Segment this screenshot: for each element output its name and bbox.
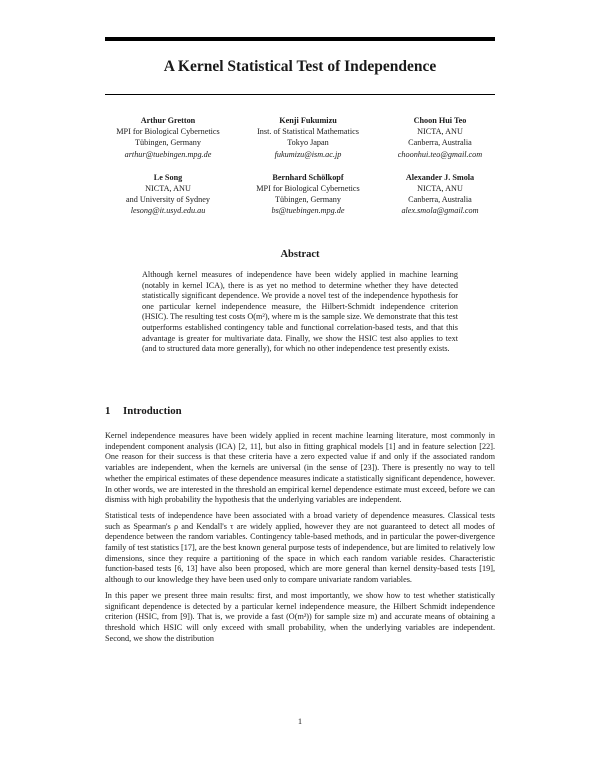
author-name: Arthur Gretton [140,116,196,125]
author-affiliation: Tübingen, Germany [135,138,201,148]
author-block [105,115,495,217]
abstract-text: Although kernel measures of independence have been widely applied in machine learning (notably in kernel ICA), there is as yet no method to determine whether they have detected statistically significant dependence. We provide a novel test of the independence hypothesis for one particular kernel independence measure, the Hilbert-Schmidt independence criterion (HSIC). The resulting test costs O(m²), where m is the sample size. We demonstrate that this test outperforms established contingency table and functional correlation-based tests, and that this advantage is greater for multivariate data. Finally, we show the HSIC test also applies to text (and to structured data more generally), for which no other independence test presently exists. [142,270,458,354]
author-email: bs@tuebingen.mpg.de [271,206,345,216]
author-name: Bernhard Schölkopf [272,172,344,182]
author-affiliation: Tübingen, Germany [275,195,341,205]
author-affiliation: NICTA, ANU [145,184,191,194]
author-email: arthur@tuebingen.mpg.de [124,149,212,159]
author-entry [385,172,495,217]
author-entry [105,115,231,160]
title-top-rule [105,37,495,41]
author-row [105,115,495,160]
author-email: lesong@it.usyd.edu.au [130,206,206,216]
author-name: Le Song [153,172,183,182]
section-heading [105,405,182,417]
author-affiliation: Inst. of Statistical Mathematics [257,127,359,137]
author-email: fukumizu@ism.ac.jp [274,149,342,159]
paper-title: A Kernel Statistical Test of Independence [163,58,437,75]
author-name: Choon Hui Teo [413,116,467,125]
author-row [105,172,495,217]
body-paragraph: Kernel independence measures have been widely applied in recent machine learning literature, most commonly in independent component analysis (ICA) [2, 11], but also in fitting graphical models [1] and in feature selection [22]. One reason for their success is that these criteria have a zero expected value if and only if the associated random variables are independent, when the kernels are universal (in the sense of [23]). There is presently no way to tell whether the empirical estimates of these dependence measures indicate a statistically significant dependence, however. In other words, we are interested in the threshold an empirical kernel dependence estimate must exceed, before we can dismiss with high probability the hypothesis that the underlying variables are independent. [105,431,495,505]
body-paragraph: In this paper we present three main results: first, and most importantly, we show how to test whether statistically significant dependence is detected by a particular kernel independence measure, the Hilbert Schmidt independence criterion (HSIC, from [9]). That is, we provide a fast (O(m²)) for sample size m) and accurate means of obtaining a threshold which HSIC will only exceed with small probability, when the underlying variables are independent. Second, we show the distribution [105,590,495,643]
author-affiliation: NICTA, ANU [417,127,463,137]
body-paragraph: Statistical tests of independence have been associated with a broad variety of dependence measures. Classical tests such as Spearman's ρ and Kendall's τ are widely applied, however they are not guaranteed to detect all modes of dependence between the random variables. Contingency table-based methods, and in particular the power-divergence family of test statistics [17], are the best known general purpose tests of independence, but are limited to relatively low dimensions, since they require a partitioning of the space in which each random variable resides. Characteristic function-based tests [6, 13] have also been proposed, which are more general than kernel density-based tests [19], although to our knowledge they have been used only to compare univariate random variables. [105,510,495,585]
author-entry [243,115,373,160]
section-number: 1 [105,405,111,417]
author-affiliation: MPI for Biological Cybernetics [256,184,360,194]
page-number: 1 [297,716,303,726]
author-email: choonhui.teo@gmail.com [397,149,483,159]
author-affiliation: and University of Sydney [126,195,210,205]
author-affiliation: NICTA, ANU [417,184,463,194]
author-affiliation: Tokyo Japan [287,138,329,148]
author-email: alex.smola@gmail.com [401,206,479,216]
author-entry [243,172,373,217]
author-affiliation: MPI for Biological Cybernetics [116,127,220,137]
author-entry [385,115,495,160]
author-name: Alexander J. Smola [405,172,475,182]
author-affiliation: Canberra, Australia [408,195,472,205]
author-affiliation: Canberra, Australia [408,138,472,148]
section-body [105,431,495,649]
author-name: Kenji Fukumizu [279,116,337,125]
title-bottom-rule [105,94,495,95]
author-entry [105,172,231,217]
section-title: Introduction [123,405,182,417]
abstract-heading: Abstract [280,249,320,260]
